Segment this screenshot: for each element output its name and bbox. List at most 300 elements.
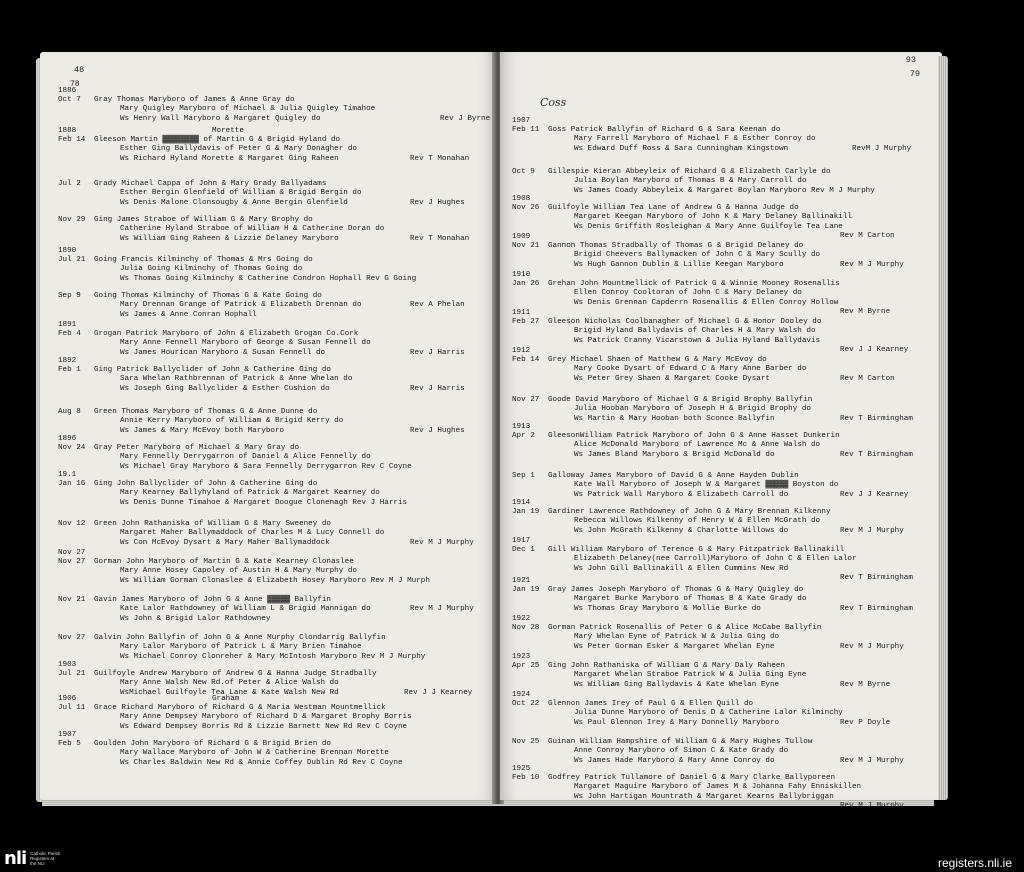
entry-text: Ws Con McEvoy Dysart & Mary Maher Ballymaddock [120,538,330,547]
entry-text: Julia Hooban Maryboro of Joseph H & Brigid Brophy do [574,405,811,414]
entry-text: Ws Thomas Going Kilminchy & Catherine Condron Hophall Rev G Going [120,274,417,283]
bride-line [512,405,942,414]
witness-line [58,463,496,472]
right-page-stamp: 93 [905,55,916,65]
groom-line [512,396,942,405]
officiant: Rev M J Murphy [840,756,904,765]
register-entry [500,652,942,690]
witness-line [58,499,496,508]
entry-year: 1911 [512,308,531,317]
left-page-number: 48 [74,65,85,75]
entry-text: Kate Wall Maryboro of Joseph W & Margaret ▓▓▓▓▓ Boyston do [574,481,839,490]
groom-line [58,634,496,643]
register-entry [40,548,496,586]
bride-line [512,289,942,298]
register-entry [40,356,496,394]
bride-line [58,679,496,688]
right-page-number: 79 [909,69,920,79]
entry-text: Mary Drennan Grange of Patrick & Elizabeth Drennan do [120,301,362,310]
entry-text: Going Francis Kilminchy of Thomas & Mrs Going do [94,256,313,264]
entry-text: Grace Richard Maryboro of Richard G & Maria Westman Mountmellick [94,704,386,712]
entry-text: Glennon James Irey of Paul G & Ellen Quill do [548,700,754,708]
entry-date: Feb 11 [512,126,540,134]
entry-date: Jul 11 [58,704,86,712]
entry-date: Nov 25 [512,738,540,746]
entry-date: Oct 22 [512,700,540,708]
left-page [40,52,496,800]
officiant: Rev T Birmingham [840,604,913,613]
entry-text: Mary Wallace Maryboro of John W & Catherine Brennan Morette [120,749,389,758]
entry-year: 1891 [58,320,77,329]
groom-line [512,774,942,783]
entry-date: Dec 1 [512,546,535,554]
entry-correction: Graham [212,694,240,703]
witness-line [58,653,496,662]
entry-text: Ws Patrick Wall Maryboro & Elizabeth Carroll do [574,490,789,499]
entry-text: Grogan Patrick Maryboro of John & Elizabeth Grogan Co.Cork [94,330,359,338]
entry-text: Rebecca Willows Kilkenny of Henry W & Ellen McGrath do [574,517,821,526]
entry-text: Green Thomas Maryboro of Thomas G & Anne Dunne do [94,408,318,416]
entry-text: Ws Paul Glennon Irey & Mary Donnelly Maryboro [574,718,780,727]
officiant: Rev J Hughes [410,426,465,435]
entry-text: Gillespie Kieran Abbeyleix of Richard G & Elizabeth Carlyle do [548,168,831,176]
entry-text: Ellen Conroy Cooltoran of John C & Mary Delaney do [574,289,802,298]
entry-text: Mary Cooke Dysart of Edward C & Mary Anne Barber do [574,365,807,374]
entry-text: Ws Richard Hyland Morette & Margaret Ging Raheen [120,154,339,163]
entry-text: Grehan John Mountmellick of Patrick G & Winnie Mooney Rosenallis [548,280,840,288]
entry-text: Mary Kearney Ballyhyland of Patrick & Margaret Kearney do [120,489,380,498]
entry-year: 1896 [58,434,77,443]
register-entry [40,694,496,732]
register-entry [500,422,942,460]
entry-text: Esther Bergin Glenfield of William & Brigid Bergin do [120,189,362,198]
register-entry [500,498,942,536]
entry-date: Nov 12 [58,520,86,528]
officiant: Rev J Hughes [410,198,465,207]
bride-line [58,489,496,498]
entry-text: Ws Peter Gorman Esker & Margaret Whelan Eyne [574,642,775,651]
entry-date: Nov 21 [512,242,540,250]
entry-text: Mary Whelan Eyne of Patrick W & Julia Ging do [574,633,780,642]
officiant: Rev P Doyle [840,718,891,727]
handwritten-note: Coss [540,96,567,109]
entry-text: Ws Thomas Gray Maryboro & Mollie Burke do [574,604,761,613]
entry-text: Grey Michael Shaen of Matthew G & Mary McEvoy do [548,356,767,364]
entry-text: Catherine Hyland Straboe of William H & Catherine Doran do [120,225,385,234]
bride-line [512,441,942,450]
entry-date: Jan 19 [512,586,540,594]
entry-text: Ws Joseph Ging Ballyclider & Esther Cushion do [120,384,330,393]
entry-year: 1907 [58,730,77,739]
groom-line [58,670,496,679]
bride-line [512,555,942,564]
entry-text: Margaret Keegan Maryboro of John K & Mary Delaney Ballinakill [574,213,852,222]
witness-line [58,615,496,624]
entry-date: Nov 26 [512,204,540,212]
bride-line [58,189,496,198]
entry-date: Oct 9 [512,168,535,176]
entry-text: Ws Michael Conroy Clonreher & Mary McIntosh Maryboro Rev M J Murphy [120,652,426,661]
register-entry [500,116,942,154]
witness-line [58,577,496,586]
entry-date: Apr 25 [512,662,540,670]
entry-year: 1907 [512,116,531,125]
bride-line [512,135,942,144]
entry-year: 1925 [512,764,531,773]
entry-text: Julia Dunne Maryboro of Denis D & Catherine Lalor Kilminchy [574,709,843,718]
entry-text: Ws Denis Grennan Capderrn Rosenallis & Ellen Conroy Hollow [574,298,839,307]
groom-line [512,168,942,177]
entry-text: Ws John Gill Ballinakill & Ellen Cummins New Rd [574,564,789,573]
entry-date: Feb 5 [58,740,81,748]
bride-line [512,481,942,490]
entry-text: Ging James Straboe of William G & Mary Brophy do [94,216,313,224]
entry-text: Ws James Hade Maryboro & Mary Anne Conroy do [574,756,775,765]
groom-line [512,546,942,555]
register-entry [40,596,496,624]
groom-line [58,330,496,339]
witness-line [58,275,496,284]
entry-text: Gorman Patrick Rosenallis of Peter G & Alice McCabe Ballyfin [548,624,822,632]
entry-text: Gleeson Nicholas Coolbanagher of Michael G & Honor Dooley do [548,318,822,326]
entry-year: 1908 [512,194,531,203]
entry-year: Nov 27 [58,548,86,557]
officiant: Rev M Carton [840,232,895,241]
entry-text: Ws William Ging Raheen & Lizzie Delaney Maryboro [120,234,339,243]
register-entry [40,730,496,768]
officiant: Rev T Birmingham [840,574,913,583]
entry-date: Jul 2 [58,180,81,188]
officiant: Rev J Byrne [440,114,491,123]
bride-line [512,709,942,718]
groom-line [512,738,942,747]
entry-year: 1922 [512,614,531,623]
entry-text: Ws William Ging Ballydavis & Kate Whelan Eyne [574,680,780,689]
entry-text: Ws James Coady Abbeyleix & Margaret Boylan Maryboro Rev M J Murphy [574,186,875,195]
witness-line [512,223,942,232]
bride-line [58,453,496,462]
entry-text: Ws Michael Gray Maryboro & Sara Fennelly Derrygarron Rev C Coyne [120,462,412,471]
officiant: Rev J J Kearney [840,490,909,499]
register-entry [40,292,496,320]
groom-line [58,480,496,489]
bride-line [512,365,942,374]
groom-line [512,432,942,441]
register-entry [40,86,496,124]
officiant: Rev J J Kearney [840,346,909,355]
entry-year: 1909 [512,232,531,241]
entry-text: Mary Anne Dempsey Maryboro of Richard D & Margaret Brophy Borris [120,713,412,722]
entry-text: Ging John Rathaniska of William G & Mary Daly Raheen [548,662,785,670]
groom-line [58,96,496,105]
bride-line [512,327,942,336]
entry-text: Goss Patrick Ballyfin of Richard G & Sara Keenan do [548,126,781,134]
groom-line [512,472,942,481]
entry-text: Green John Rathaniska of William G & Mary Sweeney do [94,520,331,528]
register-entry [40,126,496,164]
entry-date: Nov 27 [58,558,86,566]
groom-line [512,700,942,709]
entry-text: Gorman John Maryboro of Martin G & Kate Kearney Clonaslee [94,558,354,566]
groom-line [512,318,942,327]
entry-year: 1914 [512,498,531,507]
entry-year: 1910 [512,270,531,279]
groom-line [512,126,942,135]
entry-text: Mary Anne Fennell Maryboro of George & Susan Fennell do [120,339,371,348]
entry-text: Ws James & Mary McEvoy both Maryboro [120,426,285,435]
entry-date: Feb 10 [512,774,540,782]
logo-mark: nli [4,848,27,869]
officiant: Rev M J Murphy [840,526,904,535]
groom-line [512,586,942,595]
witness-line [58,311,496,320]
entry-text: Ws John Hartigan Mountrath & Margaret Kearns Ballybriggan [574,792,834,801]
entry-text: Ws Hugh Gannon Dublin & Lillie Keegan Maryboro [574,260,784,269]
entry-date: Nov 27 [58,634,86,642]
officiant: Rev J J Kearney [404,688,473,697]
entry-text: Ws Denis Malone Clonsougby & Anne Bergin Glenfield [120,198,348,207]
entry-text: Brigid Hyland Ballydavis of Charles H & Mary Walsh do [574,327,816,336]
register-entry [40,408,496,436]
entry-text: Ws Edward Duff Ross & Sara Cunningham Kingstown [574,144,789,153]
entry-year: 1917 [512,536,531,545]
entry-text: Kate Lalor Rathdowney of William L & Brigid Mannigan do [120,605,371,614]
bride-line [58,567,496,576]
entry-date: Jul 21 [58,256,86,264]
left-page-stamp: 78 [70,80,80,89]
entry-text: Mary Farrell Maryboro of Michael F & Esther Conroy do [574,135,816,144]
register-entry [500,614,942,652]
officiant: Rev A Phelan [410,301,465,310]
entry-date: Jan 16 [58,480,86,488]
bride-line [58,105,496,114]
officiant: Rev T Monahan [410,234,470,243]
groom-line [512,508,942,517]
entry-date: Sep 1 [512,472,535,480]
entry-text: Julia Going Kilminchy of Thomas Going do [120,265,303,274]
bride-line [58,713,496,722]
entry-text: Mary Anne Walsh New Rd.of Peter & Alice Walsh do [120,679,339,688]
page-edges-right [938,56,948,800]
entry-text: Godfrey Patrick Tullamore of Daniel G & Mary Clarke Ballyporeen [548,774,836,782]
bride-line [512,595,942,604]
entry-date: Oct 7 [58,96,81,104]
officiant: Rev M J Murphy [840,802,904,811]
groom-line [512,242,942,251]
register-entry [40,216,496,244]
groom-line [58,256,496,265]
entry-date: Aug 8 [58,408,81,416]
entry-date: Feb 14 [512,356,540,364]
officiant: Rev T Monahan [410,154,470,163]
groom-line [58,366,496,375]
groom-line [58,180,496,189]
bride-line [58,145,496,154]
registers-url-link[interactable]: registers.nli.ie [937,856,1012,870]
entry-text: Mary Quigley Maryboro of Michael & Julia Quigley Timahoe [120,105,376,114]
entry-text: Sara Whelan Rathbrennan of Patrick & Anne Whelan do [120,375,353,384]
entry-text: Anne Conroy Maryboro of Simon C & Kate Grady do [574,747,789,756]
entry-text: Galvin John Ballyfin of John G & Anne Murphy Clondarrig Ballyfin [94,634,386,642]
entry-text: Ws James Bland Maryboro & Brigid McDonald do [574,450,775,459]
bride-line [58,417,496,426]
entry-text: Galloway James Maryboro of David G & Anne Hayden Dublin [548,472,799,480]
entry-date: Nov 24 [58,444,86,452]
register-entry [40,180,496,208]
right-page [500,52,942,811]
entry-text: Margaret Burke Maryboro of Thomas B & Kate Grady do [574,595,807,604]
register-book [36,52,942,812]
entry-text: Ws Edward Dempsey Borris Rd & Lizzie Barnett New Rd Rev C Coyne [120,722,408,731]
entry-text: Ging Patrick Ballyclider of John & Catherine Ging do [94,366,331,374]
witness-line [58,115,496,124]
register-entry [40,520,496,548]
entry-text: Goulden John Maryboro of Richard G & Brigid Brien do [94,740,331,748]
entry-text: Ws John McGrath Kilkenny & Charlotte Willows do [574,526,789,535]
entry-text: Goode David Maryboro of Michael G & Brigid Brophy Ballyfin [548,396,813,404]
entry-year: 1892 [58,356,77,365]
entry-text: Mary Lalor Maryboro of Patrick L & Mary Brien Timahoe [120,643,362,652]
entry-text: Ws Denis Griffith Rosleighan & Mary Anne Guilfoyle Tea Lane [574,222,843,231]
entry-date: Jan 26 [512,280,540,288]
officiant: Rev M J Murphy [840,260,904,269]
groom-line [512,624,942,633]
entry-year: 1886 [58,86,77,95]
entry-text: Ws Charles Baldwin New Rd & Annie Coffey Dublin Rd Rev C Coyne [120,758,403,767]
witness-line [512,337,942,346]
groom-line [512,280,942,289]
officiant: Rev M Carton [840,374,895,383]
entry-year: 1906 [58,694,77,703]
entry-text: Ws Patrick Cranny Vicarstown & Julia Hyland Ballydavis [574,336,821,345]
entry-date: Jul 21 [58,670,86,678]
entry-year: 1921 [512,576,531,585]
entry-date: Apr 2 [512,432,535,440]
bride-line [58,225,496,234]
entry-text: Ws James Hourican Maryboro & Susan Fennell do [120,348,326,357]
entry-date: Nov 27 [512,396,540,404]
entry-text: Mary Anne Hosey Capoley of Austin H & Mary Murphy do [120,567,357,576]
register-entry [500,690,942,728]
entry-text: Gannon Thomas Stradbally of Thomas G & Brigid Delaney do [548,242,804,250]
entry-text: Ws Peter Grey Shaen & Margaret Cooke Dysart [574,374,770,383]
witness-line [512,299,942,308]
logo-text: Catholic Parish Registers at the NLI [30,851,61,866]
entry-year: 1924 [512,690,531,699]
bride-line [512,251,942,260]
officiant: Rev J Harris [410,348,465,357]
entry-year: 1888 [58,126,77,135]
entry-text: Gray Peter Maryboro of Michael & Mary Gray do [94,444,300,452]
bride-line [512,671,942,680]
entry-text: Gray Thomas Maryboro of James & Anne Gray do [94,96,295,104]
entry-date: Nov 29 [58,216,86,224]
entry-year: 19.1 [58,470,77,479]
groom-line [512,356,942,365]
register-entry [40,634,496,662]
entry-date: Feb 27 [512,318,540,326]
entry-text: Brigid Cheevers Ballymacken of John C & Mary Scully do [574,251,821,260]
entry-date: Sep 9 [58,292,81,300]
groom-line [58,216,496,225]
entry-date: Feb 1 [58,366,81,374]
entry-text: Ws William Gorman Clonaslee & Elizabeth Hosey Maryboro Rev M J Murph [120,576,430,585]
register-entry [500,738,942,766]
entry-year: 1890 [58,246,77,255]
entry-text: WsMichael Guilfoyle Tea Lane & Kate Walsh New Rd [120,688,339,697]
groom-line [58,292,496,301]
register-entry [40,320,496,358]
groom-line [512,662,942,671]
entry-text: Gardiner Lawrence Rathdowney of John G & Mary Brennan Kilkenny [548,508,831,516]
bride-line [58,265,496,274]
officiant: Rev M J Murphy [410,605,474,614]
groom-line [58,704,496,713]
entry-correction: Morette [212,126,244,135]
bride-line [512,177,942,186]
bride-line [512,783,942,792]
groom-line [58,136,496,145]
entry-date: Nov 21 [58,596,86,604]
entry-text: Margaret Maguire Maryboro of James M & Johanna Fahy Enniskillen [574,783,862,792]
nli-logo[interactable] [4,848,60,869]
officiant: Rev M Byrne [840,680,891,689]
entry-year: 1913 [512,422,531,431]
entry-text: Ging John Ballyclider of John & Catherine Ging do [94,480,318,488]
bride-line [512,747,942,756]
register-entry [500,472,942,500]
groom-line [58,444,496,453]
bride-line [58,375,496,384]
entry-text: Elizabeth Delaney(nee Carroll)Maryboro of John C & Ellen Lalor [574,555,857,564]
entry-text: Annie Kerry Maryboro of William & Brigid Kerry do [120,417,344,426]
register-entry [500,764,942,811]
groom-line [512,204,942,213]
officiant: Rev T Birmingham [840,450,913,459]
register-entry [40,246,496,284]
register-entry [500,168,942,196]
entry-text: Grady Michael Cappa of John & Mary Grady Ballyadams [94,180,327,188]
entry-text: Ws Henry Wall Maryboro & Margaret Quigley do [120,114,321,123]
officiant: Rev M Byrne [840,308,891,317]
entry-text: Ws James & Anne Conran Hophall [120,310,257,319]
witness-line [512,187,942,196]
entry-date: Nov 28 [512,624,540,632]
entry-text: Gleeson Martin ▓▓▓▓▓▓▓▓ of Martin G & Brigid Hyland do [94,136,341,144]
entry-text: Alice McDonald Maryboro of Lawrence Mc & Anne Walsh do [574,441,821,450]
entry-text: GleesonWilliam Patrick Maryboro of John G & Anne Hasset Dunkerin [548,432,840,440]
entry-text: Margaret Whelan Straboe Patrick W & Julia Ging Eyne [574,671,807,680]
officiant: Rev M J Murphy [840,642,904,651]
bride-line [512,517,942,526]
entry-text: Ws Martin & Mary Hooban both Sconce Ballyfin [574,414,775,423]
entry-text: Guilfoyle William Tea Lane of Andrew G & Hanna Judge do [548,204,799,212]
register-entry [500,396,942,424]
entry-text: Esther Ging Ballydavis of Peter G & Mary Donagher do [120,145,357,154]
entry-date: Jan 19 [512,508,540,516]
entry-year: 1903 [58,660,77,669]
entry-text: Going Thomas Kilminchy of Thomas G & Kate Going do [94,292,322,300]
entry-text: Gill William Maryboro of Terence G & Mary Fitzpatrick Ballinakill [548,546,845,554]
bride-line [58,643,496,652]
register-entry [40,470,496,508]
entry-text: Gray James Joseph Maryboro of Thomas G & Mary Quigley do [548,586,804,594]
entry-text: Ws John & Brigid Lalor Rathdowney [120,614,271,623]
entry-year: 1912 [512,346,531,355]
register-entry [40,660,496,698]
bride-line [58,529,496,538]
bride-line [512,633,942,642]
